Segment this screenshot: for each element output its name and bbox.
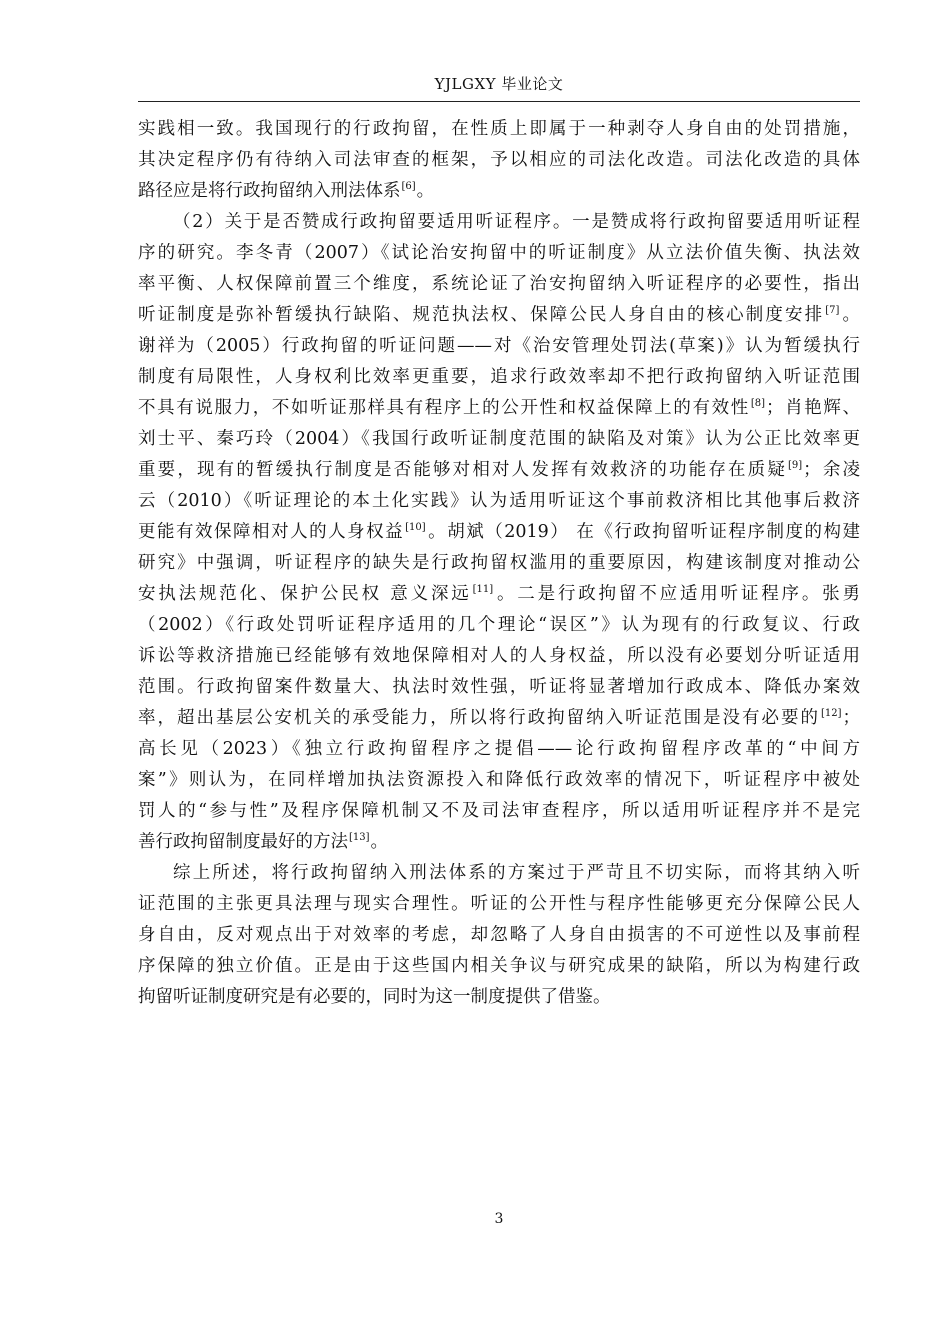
text-line xyxy=(138,393,860,424)
text-line xyxy=(138,641,860,672)
text-line xyxy=(138,362,860,393)
header-divider xyxy=(138,101,860,102)
text-line xyxy=(138,176,860,207)
text-line xyxy=(138,734,860,765)
text-line xyxy=(138,827,860,858)
text-line xyxy=(138,889,860,920)
text-run: 研究》中强调，听证程序的缺失是行政拘留权滥用的重要原因，构建该制度对推动公 xyxy=(138,553,860,573)
page-number: 3 xyxy=(494,1211,504,1227)
text-run: 制度有局限性，人身权利比效率更重要，追求行政效率却不把行政拘留纳入听证范围 xyxy=(138,367,860,387)
citation-ref: [13] xyxy=(349,832,370,843)
citation-ref: [12] xyxy=(820,708,842,719)
paragraph xyxy=(138,207,860,858)
text-run: 安执法规范化、保护公民权 意义深远 xyxy=(138,584,472,604)
text-run: 范围。行政拘留案件数量大、执法时效性强，听证将显著增加行政成本、降低办案效 xyxy=(138,677,860,697)
text-line xyxy=(138,982,860,1013)
text-line xyxy=(138,114,860,145)
text-run: 诉讼等救济措施已经能够有效地保障相对人的人身权益，所以没有必要划分听证适用 xyxy=(138,646,860,666)
text-line xyxy=(138,579,860,610)
text-run: 案”》则认为，在同样增加执法资源投入和降低行政效率的情况下，听证程序中被处 xyxy=(138,770,860,790)
text-run: 序的研究。李冬青（2007）《试论治安拘留中的听证制度》从立法价值失衡、执法效 xyxy=(138,243,860,263)
text-run: 更能有效保障相对人的人身权益 xyxy=(138,522,405,542)
text-line xyxy=(138,796,860,827)
text-run: 听证制度是弥补暂缓执行缺陷、规范执法权、保障公民人身自由的核心制度安排 xyxy=(138,305,825,325)
text-run: （2）关于是否赞成行政拘留要适用听证程序。一是赞成将行政拘留要适用听证程 xyxy=(173,212,860,232)
paragraph xyxy=(138,114,860,207)
citation-ref: [6] xyxy=(401,181,416,192)
text-line xyxy=(138,610,860,641)
citation-ref: [9] xyxy=(788,460,803,471)
text-line xyxy=(138,145,860,176)
text-run: 不具有说服力，不如听证那样具有程序上的公开性和权益保障上的有效性 xyxy=(138,398,750,418)
text-run: 拘留听证制度研究是有必要的，同时为这一制度提供了借鉴。 xyxy=(138,987,611,1007)
text-run: 率平衡、人权保障前置三个维度，系统论证了治安拘留纳入听证程序的必要性，指出 xyxy=(138,274,860,294)
text-run: 云（2010）《听证理论的本土化实践》认为适用听证这个事前救济相比其他事后救济 xyxy=(138,491,860,511)
text-line xyxy=(138,920,860,951)
text-run: 路径应是将行政拘留纳入刑法体系 xyxy=(138,181,401,201)
body-text xyxy=(138,114,860,1013)
text-run: 。胡斌（2019） 在《行政拘留听证程序制度的构建 xyxy=(426,522,860,542)
page-header: YJLGXY 毕业论文 xyxy=(434,75,564,93)
text-run: 重要，现有的暂缓执行制度是否能够对相对人发挥有效救济的功能存在质疑 xyxy=(138,460,787,480)
text-line xyxy=(138,238,860,269)
text-run: ；余凌 xyxy=(803,460,861,480)
citation-ref: [7] xyxy=(825,305,840,316)
text-line xyxy=(138,300,860,331)
text-line xyxy=(138,858,860,889)
text-line xyxy=(138,703,860,734)
text-run: 综上所述，将行政拘留纳入刑法体系的方案过于严苛且不切实际，而将其纳入听 xyxy=(173,863,860,883)
text-line xyxy=(138,951,860,982)
text-line xyxy=(138,424,860,455)
text-line xyxy=(138,517,860,548)
text-run: 身自由，反对观点出于对效率的考虑，却忽略了人身自由损害的不可逆性以及事前程 xyxy=(138,925,860,945)
paragraph xyxy=(138,858,860,1013)
text-line xyxy=(138,207,860,238)
text-run: 序保障的独立价值。正是由于这些国内相关争议与研究成果的缺陷，所以为构建行政 xyxy=(138,956,860,976)
citation-ref: [8] xyxy=(750,398,766,409)
citation-ref: [11] xyxy=(472,584,494,595)
text-line xyxy=(138,269,860,300)
text-run: 谢祥为（2005）行政拘留的听证问题——对《治安管理处罚法(草案)》认为暂缓执行 xyxy=(138,336,860,356)
text-line xyxy=(138,672,860,703)
citation-ref: [10] xyxy=(405,522,426,533)
text-line xyxy=(138,548,860,579)
text-run: 善行政拘留制度最好的方法 xyxy=(138,832,348,852)
text-run: 。 xyxy=(840,305,860,325)
text-run: 高长见（2023）《独立行政拘留程序之提倡——论行政拘留程序改革的“中间方 xyxy=(138,739,860,759)
text-run: 刘士平、秦巧玲（2004）《我国行政听证制度范围的缺陷及对策》认为公正比效率更 xyxy=(138,429,860,449)
text-run: 罚人的“参与性”及程序保障机制又不及司法审查程序，所以适用听证程序并不是完 xyxy=(138,801,860,821)
text-run: 。 xyxy=(370,832,389,852)
text-line xyxy=(138,765,860,796)
text-run: ； xyxy=(842,708,860,728)
text-run: （2002）《行政处罚听证程序适用的几个理论“误区”》认为现有的行政复议、行政 xyxy=(138,615,860,635)
text-run: 率，超出基层公安机关的承受能力，所以将行政拘留纳入听证范围是没有必要的 xyxy=(138,708,820,728)
text-line xyxy=(138,455,860,486)
text-run: 。 xyxy=(416,181,435,201)
text-run: ；肖艳辉、 xyxy=(766,398,861,418)
text-line xyxy=(138,486,860,517)
text-run: 。二是行政拘留不应适用听证程序。张勇 xyxy=(494,584,861,604)
text-run: 证范围的主张更具法理与现实合理性。听证的公开性与程序性能够更充分保障公民人 xyxy=(138,894,860,914)
text-line xyxy=(138,331,860,362)
text-run: 实践相一致。我国现行的行政拘留，在性质上即属于一种剥夺人身自由的处罚措施， xyxy=(138,119,860,139)
text-run: 其决定程序仍有待纳入司法审查的框架，予以相应的司法化改造。司法化改造的具体 xyxy=(138,150,860,170)
